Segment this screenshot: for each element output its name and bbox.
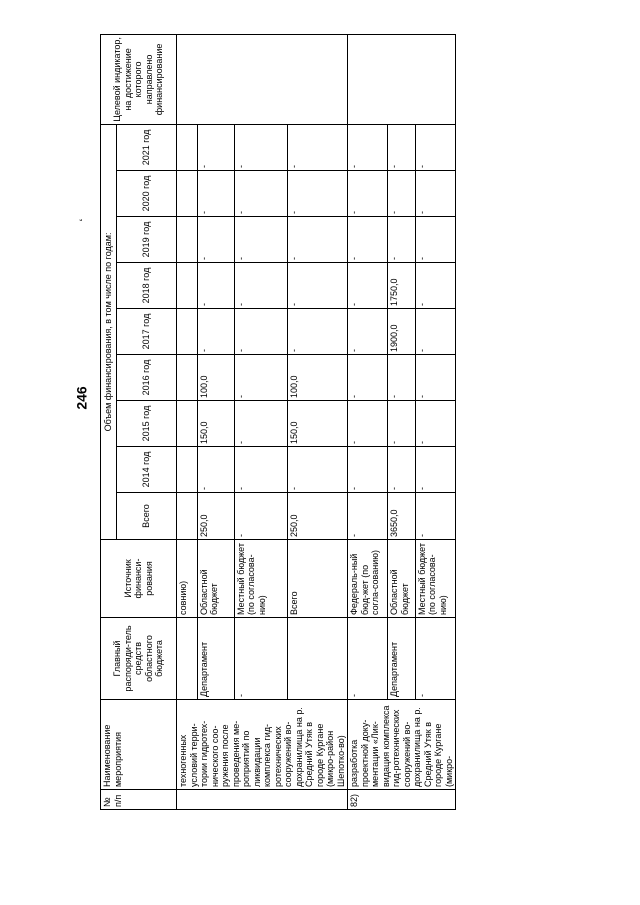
row-name: разработка проектной доку-ментации «Лик-видация комплекса гид-ротехнических сооружений во-дохранилища на р. Средний Утяк в городе Кургане (микро- [348, 700, 456, 790]
row-source: Федераль-ный бюд-жет (по согла-сованию) [348, 540, 388, 618]
cell-2015: - [348, 401, 388, 447]
row-source: Местный бюджет (по согласова-нию) [415, 540, 455, 618]
cell-2015: - [415, 401, 455, 447]
tick-mark: ‘ [78, 218, 91, 222]
cell-2017: - [288, 309, 348, 355]
cell-2014: - [388, 447, 416, 493]
row-source: Областной бюджет [388, 540, 416, 618]
cell-2020: - [348, 171, 388, 217]
page-number: 246 [73, 386, 90, 410]
cell-2015 [177, 401, 198, 447]
cell-total: - [234, 493, 287, 540]
cell-target [177, 34, 348, 124]
rotated-table-container [100, 35, 640, 810]
cell-2018: - [348, 263, 388, 309]
cell-total: 250,0 [197, 493, 234, 540]
row-name: техногенных условий терри-тории гидротех-нического соо-ружения после проведения ме-роприятий по ликвидации комплекса гид-ротехнических сооружений во-дохранилища на р. Средний Утяк в городе Кургане (микро-район Шепотко-во) [177, 700, 348, 790]
cell-2016 [177, 355, 198, 401]
cell-2016: - [234, 355, 287, 401]
row-source: Областной бюджет [197, 540, 234, 618]
cell-2020 [177, 171, 198, 217]
cell-target [348, 34, 456, 124]
cell-2019: - [197, 217, 234, 263]
cell-2019: - [348, 217, 388, 263]
row-admin: Департамент [388, 618, 416, 700]
row-source: совнию) [177, 540, 198, 618]
header-2017: 2017 год [117, 309, 177, 355]
table-row [288, 34, 348, 809]
row-admin: - [234, 618, 287, 700]
cell-2021: - [288, 124, 348, 170]
cell-2014 [177, 447, 198, 493]
header-2020: 2020 год [117, 171, 177, 217]
cell-2016: - [348, 355, 388, 401]
cell-2017: - [348, 309, 388, 355]
cell-2021 [177, 124, 198, 170]
row-num [177, 790, 348, 810]
cell-2019 [177, 217, 198, 263]
header-total: Всего [117, 493, 177, 540]
table-row [388, 34, 416, 809]
cell-2017: 1900,0 [388, 309, 416, 355]
table-row [415, 34, 455, 809]
cell-2018: - [234, 263, 287, 309]
row-admin [288, 618, 348, 700]
header-num: № п/п [101, 790, 177, 810]
cell-2014: - [415, 447, 455, 493]
cell-2018: - [197, 263, 234, 309]
cell-2021: - [197, 124, 234, 170]
cell-2019: - [415, 217, 455, 263]
header-volume-group: Объем финансирования, в том числе по годам: [101, 124, 117, 539]
cell-2014: - [288, 447, 348, 493]
header-target: Целевой индикатор, на достижение которого направлено финансирование [101, 34, 177, 124]
cell-total [177, 493, 198, 540]
table-row [177, 34, 198, 809]
table-row [348, 34, 388, 809]
header-2016: 2016 год [117, 355, 177, 401]
cell-2020: - [388, 171, 416, 217]
cell-2018: - [288, 263, 348, 309]
cell-2016: - [388, 355, 416, 401]
cell-total: 250,0 [288, 493, 348, 540]
cell-2021: - [348, 124, 388, 170]
header-2014: 2014 год [117, 447, 177, 493]
cell-2021: - [388, 124, 416, 170]
header-name: Наименование мероприятия [101, 700, 177, 790]
header-source: Источник финанси-рования [101, 540, 177, 618]
cell-2020: - [234, 171, 287, 217]
row-admin: - [415, 618, 455, 700]
cell-2017: - [415, 309, 455, 355]
financing-table [100, 34, 456, 810]
cell-2016: - [415, 355, 455, 401]
cell-2020: - [415, 171, 455, 217]
table-row [234, 34, 287, 809]
row-admin [177, 618, 198, 700]
cell-2020: - [288, 171, 348, 217]
cell-2015: - [388, 401, 416, 447]
header-2019: 2019 год [117, 217, 177, 263]
cell-2019: - [234, 217, 287, 263]
row-num: 82) [348, 790, 456, 810]
cell-2018: - [415, 263, 455, 309]
cell-2015: - [234, 401, 287, 447]
row-admin: Департамент [197, 618, 234, 700]
header-admin: Главный распоряди-тель средств областного бюджета [101, 618, 177, 700]
row-source: Местный бюджет (по согласова-нию) [234, 540, 287, 618]
cell-2014: - [348, 447, 388, 493]
table-row [197, 34, 234, 809]
cell-2016: 100,0 [197, 355, 234, 401]
cell-total: 3650,0 [388, 493, 416, 540]
cell-2014: - [197, 447, 234, 493]
cell-2015: 150,0 [197, 401, 234, 447]
cell-total: - [348, 493, 388, 540]
cell-2017 [177, 309, 198, 355]
row-admin: - [348, 618, 388, 700]
cell-2017: - [234, 309, 287, 355]
cell-2021: - [415, 124, 455, 170]
cell-2017: - [197, 309, 234, 355]
cell-2016: 100,0 [288, 355, 348, 401]
cell-total: - [415, 493, 455, 540]
cell-2019: - [388, 217, 416, 263]
header-2015: 2015 год [117, 401, 177, 447]
cell-2014: - [234, 447, 287, 493]
cell-2018: 1750,0 [388, 263, 416, 309]
cell-2019: - [288, 217, 348, 263]
header-2018: 2018 год [117, 263, 177, 309]
row-source: Всего [288, 540, 348, 618]
cell-2021: - [234, 124, 287, 170]
cell-2015: 150,0 [288, 401, 348, 447]
cell-2020: - [197, 171, 234, 217]
header-2021: 2021 год [117, 124, 177, 170]
cell-2018 [177, 263, 198, 309]
